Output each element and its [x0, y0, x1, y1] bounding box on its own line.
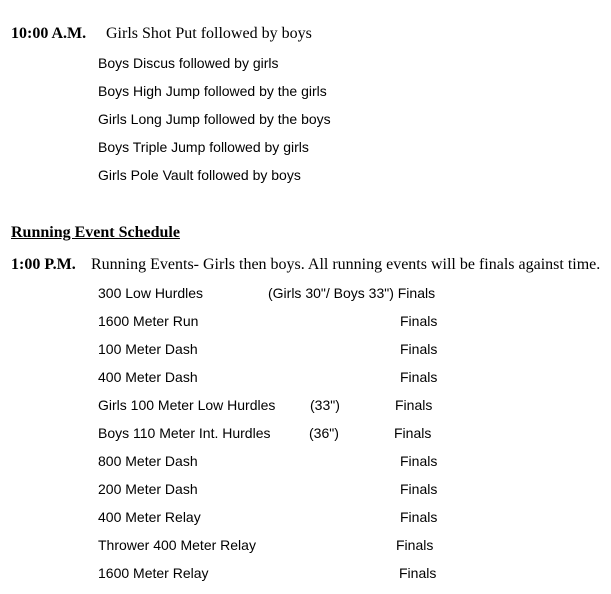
field-event-item: Girls Pole Vault followed by boys	[98, 167, 301, 183]
running-event-status: Finals	[395, 397, 433, 413]
running-event-name: 800 Meter Dash	[98, 453, 198, 469]
running-event-name: Girls 100 Meter Low Hurdles	[98, 397, 276, 413]
running-event-name: 400 Meter Dash	[98, 369, 198, 385]
running-event-status: Finals	[400, 453, 438, 469]
running-event-status: Finals	[394, 425, 432, 441]
running-event-name: Boys 110 Meter Int. Hurdles	[98, 425, 271, 441]
field-time: 10:00 A.M.	[11, 25, 87, 42]
running-intro: Running Events- Girls then boys. All running events will be finals against time.	[91, 256, 601, 273]
running-heading: Running Event Schedule	[11, 224, 180, 241]
field-event-item: Boys Discus followed by girls	[98, 55, 279, 71]
running-event-status: Finals	[399, 565, 437, 581]
running-event-note: (36")	[309, 425, 339, 441]
running-event-status: Finals	[400, 509, 438, 525]
running-event-status: Finals	[400, 313, 438, 329]
running-event-name: 100 Meter Dash	[98, 341, 198, 357]
field-event-item: Boys Triple Jump followed by girls	[98, 139, 309, 155]
running-event-name: 300 Low Hurdles	[98, 285, 204, 301]
running-event-note: (33")	[310, 397, 340, 413]
field-event-item: Girls Long Jump followed by the boys	[98, 111, 331, 127]
running-time: 1:00 P.M.	[11, 256, 76, 273]
running-event-status: Finals	[396, 537, 434, 553]
field-first-event: Girls Shot Put followed by boys	[106, 25, 312, 42]
running-event-name: 200 Meter Dash	[98, 481, 198, 497]
running-event-status: Finals	[400, 481, 438, 497]
running-event-name: 1600 Meter Relay	[98, 565, 209, 581]
running-event-name: 1600 Meter Run	[98, 313, 199, 329]
running-event-note: (Girls 30"/ Boys 33") Finals	[268, 285, 436, 301]
running-event-name: Thrower 400 Meter Relay	[98, 537, 256, 553]
field-event-item: Boys High Jump followed by the girls	[98, 83, 327, 99]
running-event-status: Finals	[400, 341, 438, 357]
running-event-status: Finals	[400, 369, 438, 385]
running-event-name: 400 Meter Relay	[98, 509, 201, 525]
